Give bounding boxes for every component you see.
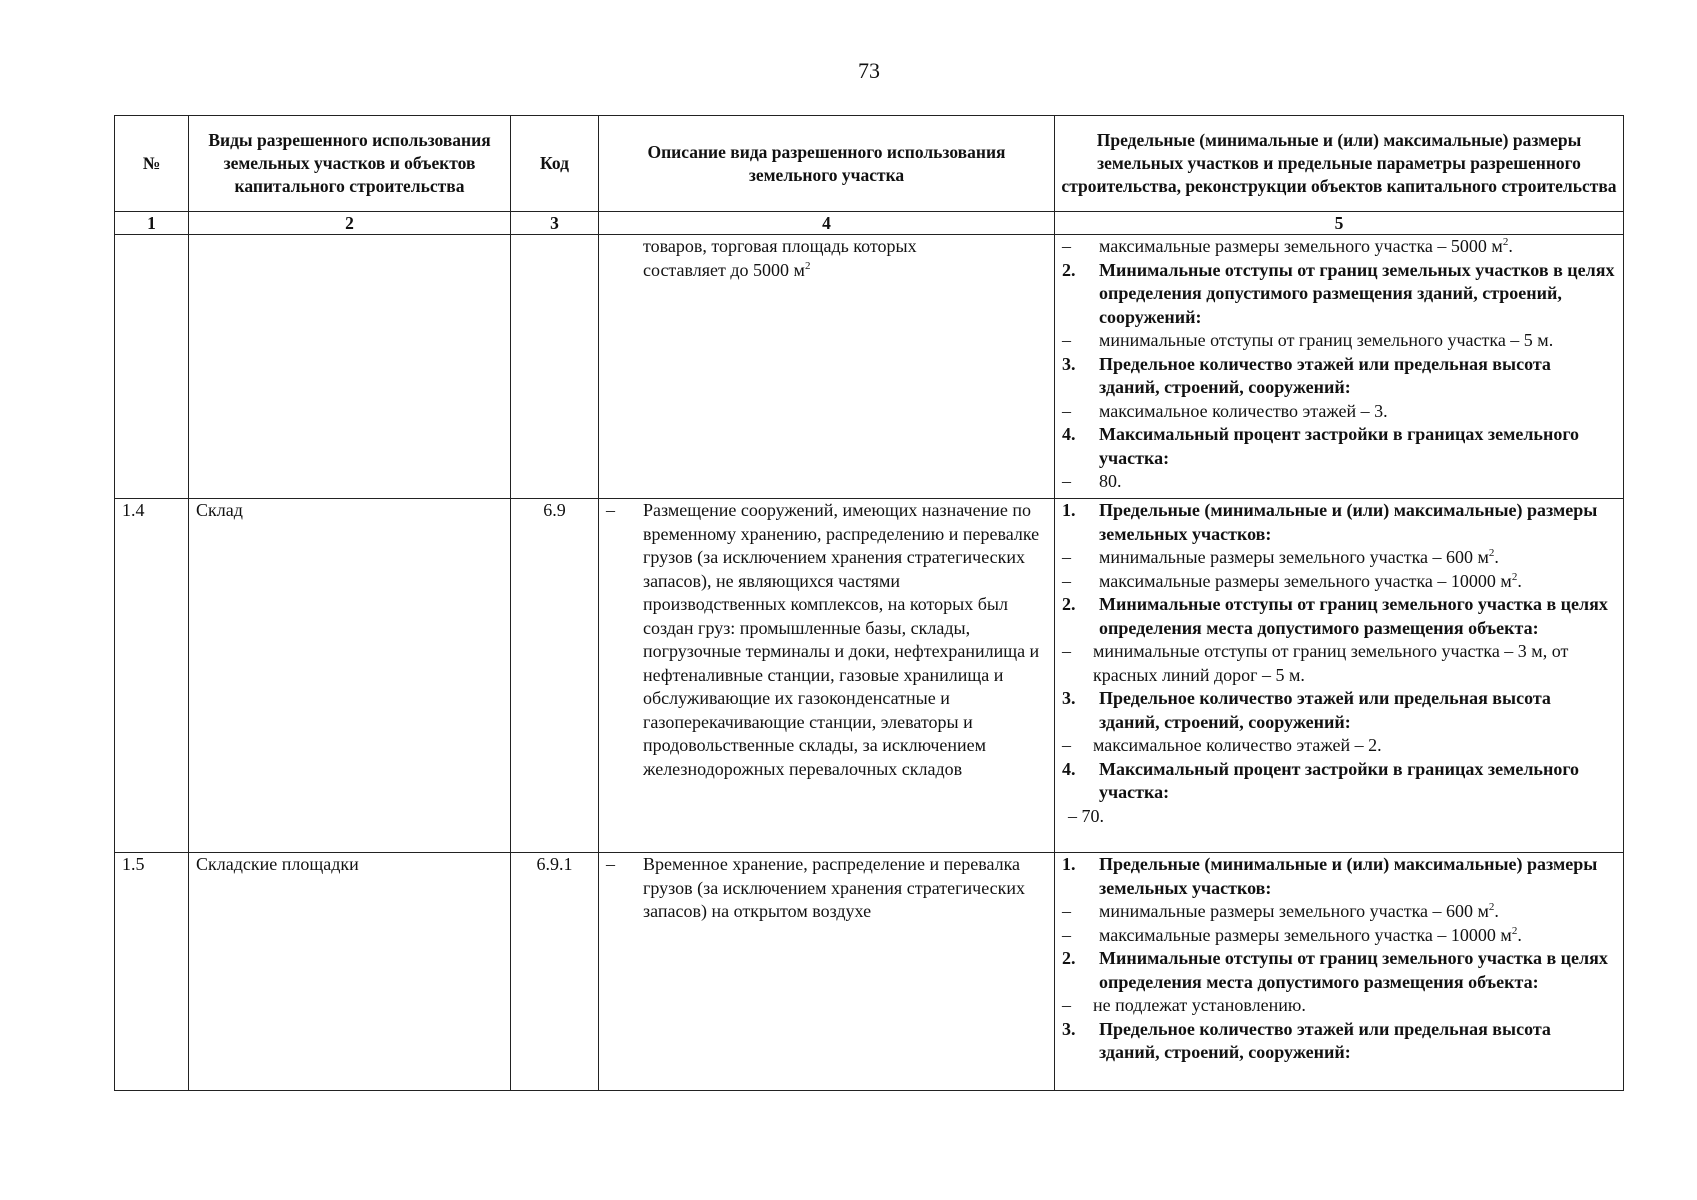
param-heading: 1. Предельные (минимальные и (или) максимальные) размеры земельных участков:: [1062, 500, 1598, 544]
row-number: [115, 235, 189, 499]
description-dash: –: [606, 500, 615, 520]
header-params: Предельные (минимальные и (или) максимальные) размеры земельных участков и предельные параметры разрешенного строительства, реконструкции объектов капитального строительства: [1055, 116, 1624, 212]
param-heading: 4. Максимальный процент застройки в границах земельного участка:: [1062, 424, 1580, 468]
column-number-row: [115, 212, 1624, 235]
param-item: – максимальные размеры земельного участка – 5000 $м^2$.: [1062, 236, 1513, 256]
header-no: №: [115, 116, 189, 212]
header-row: [115, 116, 1624, 212]
description-dash: –: [606, 854, 615, 874]
use-params: [1055, 853, 1624, 1091]
page-number: 73: [858, 58, 880, 83]
param-item: – 70.: [1068, 805, 1104, 826]
param-item: – максимальное количество этажей – 2.: [1062, 735, 1382, 755]
column-number: 4: [599, 212, 1055, 235]
use-type-name: Склад: [189, 499, 511, 853]
use-code: [511, 235, 599, 499]
param-item: – не подлежат установлению.: [1062, 995, 1306, 1015]
param-heading: 2. Минимальные отступы от границ земельного участка в целях определения места допустимого размещения объекта:: [1062, 948, 1608, 992]
param-heading: 3. Предельное количество этажей или предельная высота зданий, строений, сооружений:: [1062, 1018, 1551, 1062]
column-number: 1: [115, 212, 189, 235]
header-types: Виды разрешенного использования земельных участков и объектов капитального строительства: [189, 116, 511, 212]
use-params: [1055, 235, 1624, 499]
param-item: – максимальное количество этажей – 3.: [1062, 400, 1388, 421]
param-item: – минимальные отступы от границ земельного участка – 3 м, от красных линий дорог – 5 м.: [1062, 641, 1569, 685]
land-use-table: [114, 115, 1624, 1091]
table-row: [115, 853, 1624, 1091]
row-number: 1.5: [115, 853, 189, 1091]
use-description: [599, 499, 1055, 853]
param-item: – минимальные размеры земельного участка – 600 $м^2$.: [1062, 901, 1499, 921]
row-number: 1.4: [115, 499, 189, 853]
column-number: 3: [511, 212, 599, 235]
header-code: Код: [511, 116, 599, 212]
use-code: 6.9: [511, 499, 599, 853]
param-heading: 1. Предельные (минимальные и (или) максимальные) размеры земельных участков:: [1062, 854, 1598, 898]
table-row: [115, 235, 1624, 499]
description-line: товаров, торговая площадь которых: [643, 236, 917, 256]
param-heading: 3. Предельное количество этажей или предельная высота зданий, строений, сооружений:: [1062, 353, 1551, 397]
table-row: [115, 499, 1624, 853]
use-type-name: [189, 235, 511, 499]
description-line: составляет до 5000 $м^2$: [643, 259, 811, 280]
param-heading: 4. Максимальный процент застройки в границах земельного участка:: [1062, 758, 1580, 802]
param-heading: 3. Предельное количество этажей или предельная высота зданий, строений, сооружений:: [1062, 688, 1551, 732]
use-code: 6.9.1: [511, 853, 599, 1091]
param-item: – минимальные размеры земельного участка – 600 $м^2$.: [1062, 547, 1499, 567]
header-description: Описание вида разрешенного использования земельного участка: [599, 116, 1055, 212]
param-heading: 2. Минимальные отступы от границ земельных участков в целях определения допустимого размещения зданий, строений, сооружений:: [1062, 259, 1615, 327]
use-type-name: Складские площадки: [189, 853, 511, 1091]
param-item: – 80.: [1062, 471, 1122, 491]
column-number: 5: [1055, 212, 1624, 235]
param-item: – минимальные отступы от границ земельного участка – 5 м.: [1062, 330, 1554, 350]
param-item: – максимальные размеры земельного участка – 10000 $м^2$.: [1062, 570, 1522, 591]
description-text: Временное хранение, распределение и перевалка грузов (за исключением хранения стратегических запасов) на открытом воздухе: [643, 854, 1026, 921]
param-heading: 2. Минимальные отступы от границ земельного участка в целях определения места допустимого размещения объекта:: [1062, 594, 1608, 638]
use-description: [599, 853, 1055, 1091]
description-text: Размещение сооружений, имеющих назначение по временному хранению, распределению и перевалке грузов (за исключением хранения стратегических запасов), не являющихся частями производственных комплексов, на которых был создан груз: промышленные базы, склады, погрузочные терминалы и доки, нефтехранилища и нефтеналивные станции, газовые хранилища и обслуживающие их газоконденсатные и газоперекачивающие станции, элеваторы и продовольственные склады, за исключением железнодорожных перевалочных складов: [643, 500, 1040, 779]
use-params: [1055, 499, 1624, 853]
param-item: – максимальные размеры земельного участка – 10000 $м^2$.: [1062, 924, 1522, 945]
use-description: [599, 235, 1055, 499]
column-number: 2: [189, 212, 511, 235]
